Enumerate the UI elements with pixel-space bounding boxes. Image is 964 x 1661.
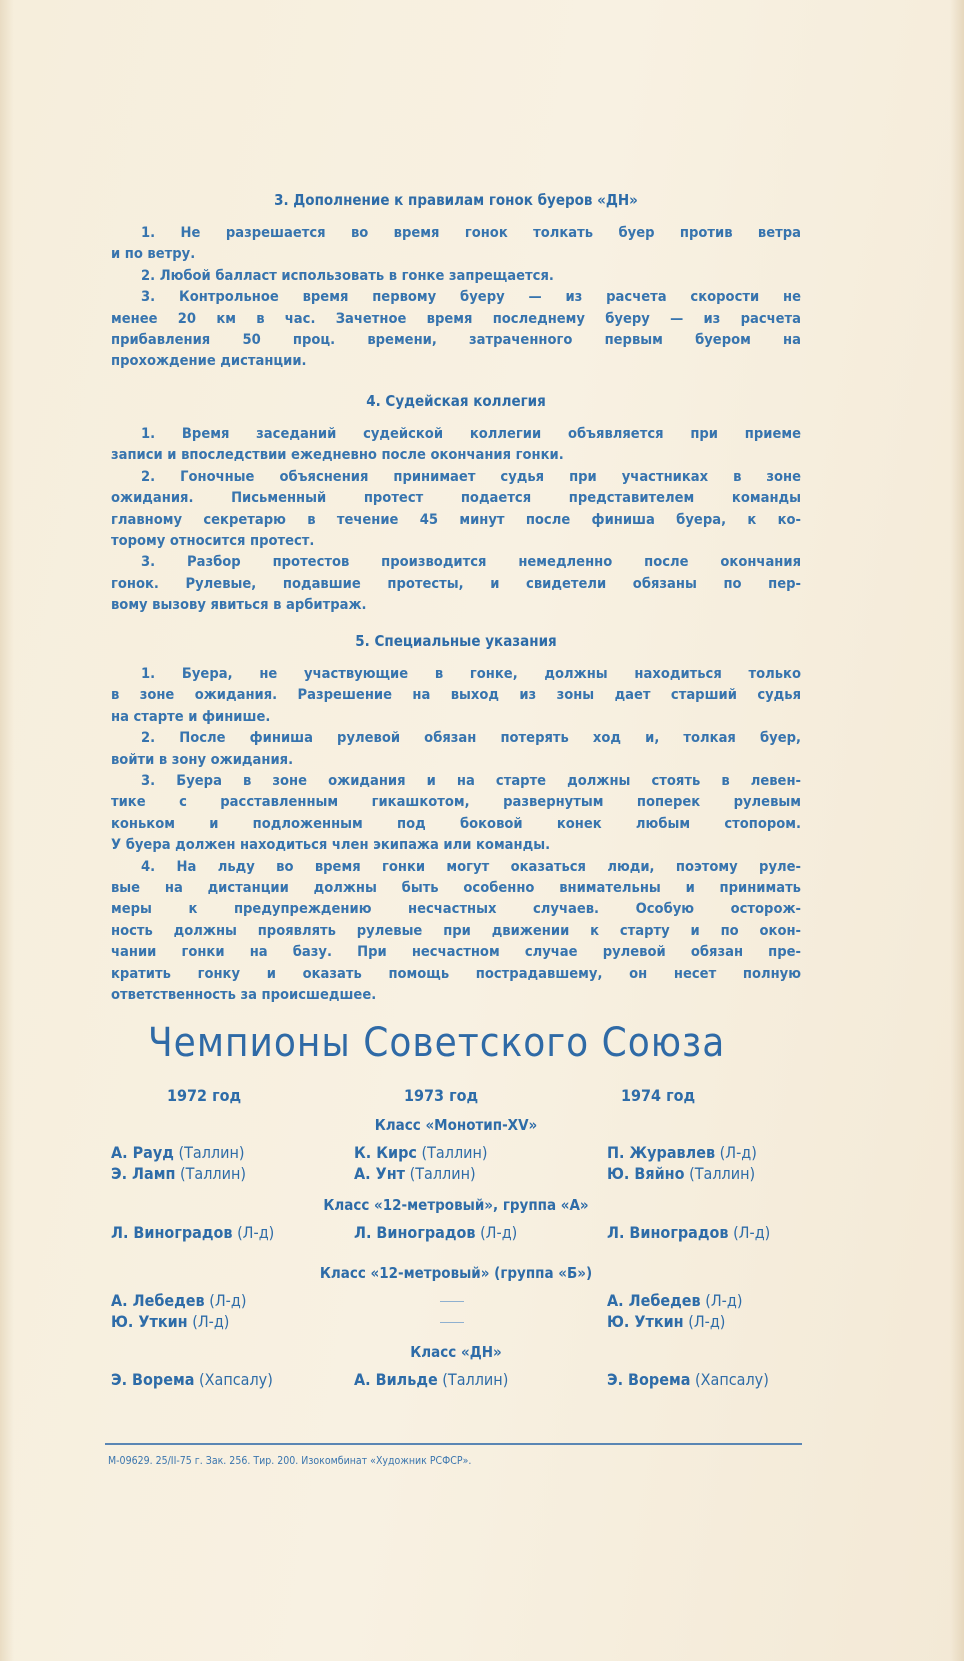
champion-entry [111, 1370, 273, 1389]
rule-paragraph [111, 423, 801, 466]
champion-name: Ю. Вяйно [607, 1164, 685, 1183]
champion-entry [111, 1143, 244, 1162]
text-line: в зоне ожидания. Разрешение на выход из зоны дает старший судья [111, 686, 801, 704]
champion-entry [354, 1143, 488, 1162]
champion-entry [111, 1223, 274, 1242]
rule-paragraph [111, 551, 801, 615]
champion-name: Э. Ворема [607, 1370, 691, 1389]
year-1974: 1974 год [621, 1086, 696, 1105]
champion-city: (Л-д) [733, 1223, 771, 1242]
section-heading: 4. Судейская коллегия [366, 392, 546, 410]
text-line: 3. Контрольное время первому буеру — из расчета скорости не [141, 288, 801, 306]
champion-city: (Л-д) [237, 1223, 275, 1242]
class-heading: Класс «12-метровый» (группа «Б») [319, 1264, 593, 1282]
rule-paragraph [111, 727, 801, 770]
champion-entry [354, 1223, 517, 1242]
text-line: 2. После финиша рулевой обязан потерять ход и, толкая буер, [141, 729, 801, 747]
text-line: 1. Буера, не участвующие в гонке, должны находиться только [141, 665, 801, 682]
champion-entry [354, 1164, 476, 1183]
text-line: на старте и финише. [111, 707, 271, 725]
champion-city: (Л-д) [705, 1291, 743, 1310]
imprint: М-09629. 25/II-75 г. Зак. 256. Тир. 200. Изокомбинат «Художник РСФСР». [108, 1455, 472, 1467]
champion-entry [607, 1312, 725, 1331]
champion-entry [111, 1291, 246, 1310]
text-line: войти в зону ожидания. [111, 750, 294, 768]
champion-city: (Хапсалу) [199, 1370, 273, 1389]
champion-entry [607, 1223, 770, 1242]
champion-city: (Таллин) [409, 1164, 476, 1183]
rule-paragraph [111, 770, 801, 856]
rule-paragraph [111, 265, 801, 286]
text-line: прохождение дистанции. [111, 352, 307, 370]
champion-name: Э. Ламп [111, 1164, 176, 1183]
champion-name: А. Рауд [111, 1143, 174, 1162]
champion-city: (Л-д) [719, 1143, 757, 1162]
champion-city: (Таллин) [178, 1143, 245, 1162]
section-heading: 5. Специальные указания [355, 632, 557, 650]
champion-name: К. Кирс [354, 1143, 417, 1162]
text-line: 1. Время заседаний судейской коллегии объявляется при приеме [141, 425, 801, 442]
paper-edge-left [0, 0, 14, 1661]
text-line: и по ветру. [111, 245, 196, 263]
text-line: 3. Разбор протестов производится немедленно после окончания [141, 553, 801, 571]
text-line: вые на дистанции должны быть особенно внимательны и принимать [111, 879, 801, 896]
champion-city: (Хапсалу) [695, 1370, 769, 1389]
footer-rule [105, 1443, 802, 1445]
rule-paragraph [111, 663, 801, 727]
champion-city: (Л-д) [480, 1223, 518, 1242]
champion-name: А. Лебедев [111, 1291, 205, 1310]
champion-entry [607, 1164, 755, 1183]
champion-entry [607, 1370, 769, 1389]
champion-name: Э. Ворема [111, 1370, 195, 1389]
text-line: менее 20 км в час. Зачетное время последнему буеру — из расчета [111, 309, 801, 327]
champion-entry [607, 1291, 742, 1310]
class-heading: Класс «Монотип-XV» [374, 1116, 538, 1134]
text-line: тике с расставленным гикашкотом, развернутым поперек рулевым [111, 793, 801, 811]
text-line: 1. Не разрешается во время гонок толкать буер против ветра [141, 224, 801, 241]
no-champion-dash [440, 1322, 464, 1323]
text-line: чании гонки на базу. При несчастном случае рулевой обязан пре- [111, 943, 801, 961]
champion-city: (Л-д) [688, 1312, 726, 1331]
champion-city: (Л-д) [192, 1312, 230, 1331]
text-line: коньком и подложенным под боковой конек любым стопором. [111, 814, 801, 832]
text-line: 3. Буера в зоне ожидания и на старте должны стоять в левен- [141, 772, 801, 789]
text-line: записи и впоследствии ежедневно после окончания гонки. [111, 446, 564, 464]
no-champion-dash [440, 1301, 464, 1302]
rule-paragraph [111, 222, 801, 265]
champion-entry [111, 1164, 246, 1183]
champion-entry [607, 1143, 757, 1162]
text-line: торому относится протест. [111, 532, 315, 550]
text-line: прибавления 50 проц. времени, затраченного первым буером на [111, 331, 801, 348]
champion-city: (Таллин) [689, 1164, 756, 1183]
class-heading: Класс «12-метровый», группа «А» [323, 1196, 589, 1214]
text-line: ность должны проявлять рулевые при движении к старту и по окон- [111, 921, 801, 939]
rule-paragraph [111, 286, 801, 372]
text-line: меры к предупреждению несчастных случаев. Особую осторож- [111, 900, 801, 918]
class-heading: Класс «ДН» [410, 1343, 502, 1361]
champion-name: А. Лебедев [607, 1291, 701, 1310]
text-line: У буера должен находиться член экипажа или команды. [111, 836, 551, 854]
year-1972: 1972 год [167, 1086, 242, 1105]
champion-city: (Л-д) [209, 1291, 247, 1310]
champion-name: Л. Виноградов [111, 1223, 233, 1242]
paper-edge-right [950, 0, 964, 1661]
text-line: кратить гонку и оказать помощь пострадавшему, он несет полную [111, 964, 801, 982]
rule-paragraph [111, 466, 801, 552]
text-line: главному секретарю в течение 45 минут после финиша буера, к ко- [111, 510, 801, 528]
text-line: ответственность за происшедшее. [111, 986, 377, 1004]
champion-name: Ю. Уткин [111, 1312, 188, 1331]
champion-entry [111, 1312, 229, 1331]
champion-city: (Таллин) [421, 1143, 488, 1162]
champion-city: (Таллин) [180, 1164, 247, 1183]
champion-name: Л. Виноградов [354, 1223, 476, 1242]
champion-entry [354, 1370, 508, 1389]
text-line: 2. Любой балласт использовать в гонке запрещается. [141, 266, 554, 284]
text-line: гонок. Рулевые, подавшие протесты, и свидетели обязаны по пер- [111, 574, 801, 592]
champion-name: Л. Виноградов [607, 1223, 729, 1242]
year-1973: 1973 год [404, 1086, 479, 1105]
text-line: 2. Гоночные объяснения принимает судья при участниках в зоне [141, 467, 801, 485]
text-line: вому вызову явиться в арбитраж. [111, 596, 367, 614]
champions-title: Чемпионы Советского Союза [148, 1020, 726, 1066]
section-heading: 3. Дополнение к правилам гонок буеров «ДН» [274, 191, 638, 209]
champion-name: А. Унт [354, 1164, 406, 1183]
champion-city: (Таллин) [442, 1370, 509, 1389]
rule-paragraph [111, 856, 801, 1006]
text-line: ожидания. Письменный протест подается представителем команды [111, 489, 801, 507]
champion-name: П. Журавлев [607, 1143, 716, 1162]
champion-name: А. Вильде [354, 1370, 438, 1389]
text-line: 4. На льду во время гонки могут оказаться люди, поэтому руле- [141, 857, 801, 875]
champion-name: Ю. Уткин [607, 1312, 684, 1331]
